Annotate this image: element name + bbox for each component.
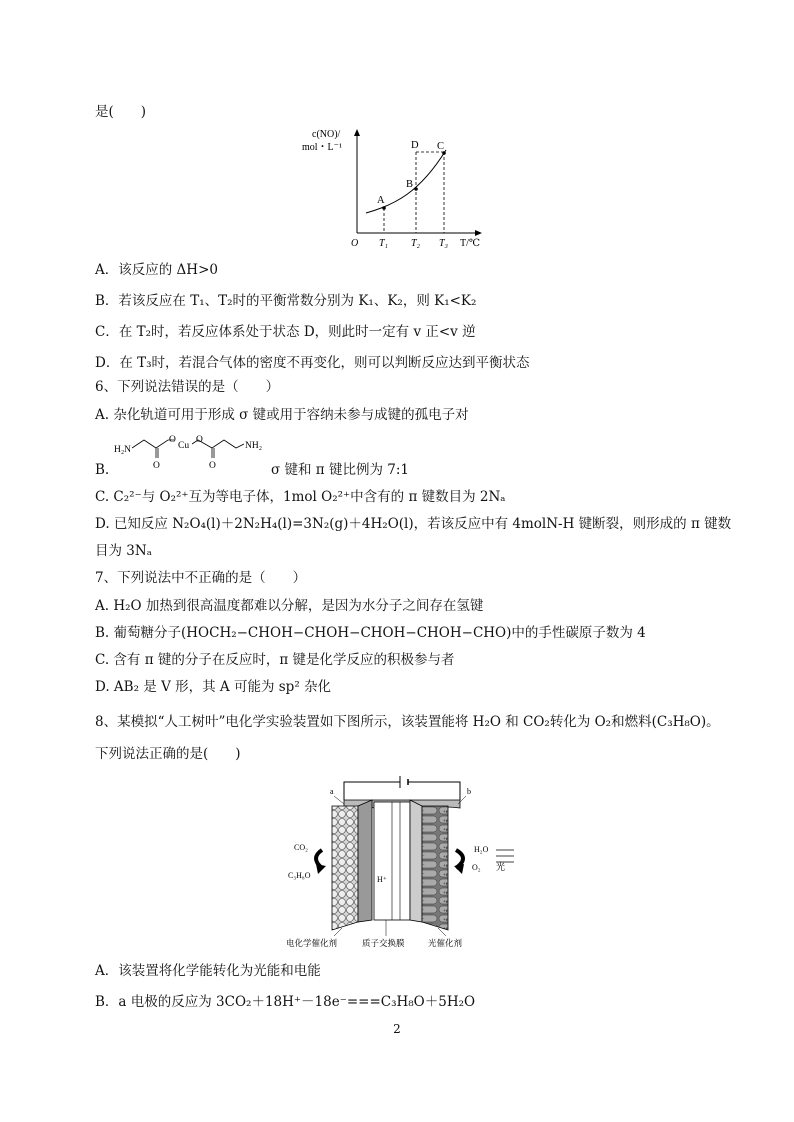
page-number: 2 [393,1022,401,1036]
q6-option-d-line2: 目为 3Nₐ [95,543,152,559]
point-label-a: A [377,195,385,206]
caption-mid: 质子交换膜 [362,938,405,948]
point-a [382,206,386,210]
external-wire [344,782,400,800]
x-axis-arrow [475,230,482,236]
leader-a [334,796,344,804]
y-axis-arrow [354,129,360,136]
left-arrow-head [316,864,326,874]
right-arrow-head [454,864,464,874]
label-light: 光 [496,862,506,872]
q5-option-b: B．若该反应在 T₁、T₂时的平衡常数分别为 K₁、K₂，则 K₁<K₂ [95,293,477,309]
struct-o2: O [196,435,203,445]
tick-t2: T₂ [411,238,421,249]
q5-option-c: C．在 T₂时，若反应体系处于状态 D，则此时一定有 v 正<v 逆 [95,324,476,340]
artificial-leaf-device [282,770,522,952]
q5-stem-tail: 是( ) [95,104,147,120]
struct-o3: O [153,461,160,470]
struct-cu: Cu [178,441,190,451]
q5-option-a: A．该反应的 ΔH>0 [95,262,218,278]
q7-option-c: C. 含有 π 键的分子在反应时，π 键是化学反应的积极参与者 [95,652,455,668]
label-a: a [330,787,334,796]
point-label-c: C [437,141,445,152]
external-wire-right [408,782,460,800]
struct-h2n: H₂N [114,445,132,455]
q8-option-a: A．该装置将化学能转化为光能和电能 [95,963,321,979]
left-electrode [332,806,358,930]
q7-option-d: D. AB₂ 是 V 形，其 A 可能为 sp² 杂化 [95,679,332,695]
q6-option-a: A. 杂化轨道可用于形成 σ 键或用于容纳未参与成键的孤电子对 [95,407,469,423]
struct-o1: O [169,435,176,445]
q7-stem: 7、下列说法中不正确的是（ ） [95,570,307,586]
right-electrode [422,806,448,930]
y-unit: mol・L⁻¹ [302,142,342,153]
label-h-plus: H⁺ [377,875,387,884]
label-h2o: H₂O [474,845,489,854]
struct-nh2: NH₂ [245,441,263,451]
q5-option-d: D．在 T₃时，若混合气体的密度不再变化，则可以判断反应达到平衡状态 [95,355,530,371]
point-b [414,187,418,191]
q6-option-d-line1: D. 已知反应 N₂O₄(l)＋2N₂H₄(l)=3N₂(g)＋4H₂O(l)，若该反应中有 4molN-H 键断裂，则形成的 π 键数 [95,516,732,532]
q7-option-a: A. H₂O 加热到很高温度都难以分解，是因为水分子之间存在氢键 [95,598,484,614]
q6-option-b-text: σ 键和 π 键比例为 7:1 [271,462,409,478]
point-label-d: D [411,140,419,151]
y-label: c(NO)/ [312,129,341,140]
concentration-temperature-graph [300,125,500,253]
label-c3h8o: C₃H₈O [288,871,311,880]
caption-right: 光催化剂 [428,938,463,948]
label-co2: CO₂ [294,843,308,852]
q8-option-b: B．a 电极的反应为 3CO₂＋18H⁺－18e⁻===C₃H₈O＋5H₂O [95,994,476,1010]
x-label: T/℃ [460,238,481,249]
struct-o4: O [209,461,216,470]
q6-option-c: C. C₂²⁻与 O₂²⁺互为等电子体，1mol O₂²⁺中含有的 π 键数目为 2Nₐ [95,489,506,505]
left-plate [358,800,372,922]
q6-option-b-label: B. [95,462,110,478]
label-b: b [467,787,471,796]
origin-label: O [351,238,359,249]
point-label-b: B [406,179,414,190]
q7-option-b: B. 葡萄糖分子(HOCH₂−CHOH−CHOH−CHOH−CHOH−CHO)中的手性碳原子数为 4 [95,625,646,641]
label-o2: O₂ [472,863,481,872]
structure-bonds [132,440,174,448]
tick-t3: T₃ [439,238,449,249]
right-plate [410,800,422,922]
q8-stem-line2: 下列说法正确的是( ) [95,746,241,762]
q8-stem-line1: 8、某模拟“人工树叶”电化学实验装置如下图所示，该装置能将 H₂O 和 CO₂转化为 O₂和燃料(C₃H₈O)。 [95,714,720,730]
tick-t1: T₁ [379,238,389,249]
caption-left: 电化学催化剂 [286,938,338,948]
q6-stem: 6、下列说法错误的是（ ） [95,379,280,395]
copper-glycinate-structure [112,428,282,470]
